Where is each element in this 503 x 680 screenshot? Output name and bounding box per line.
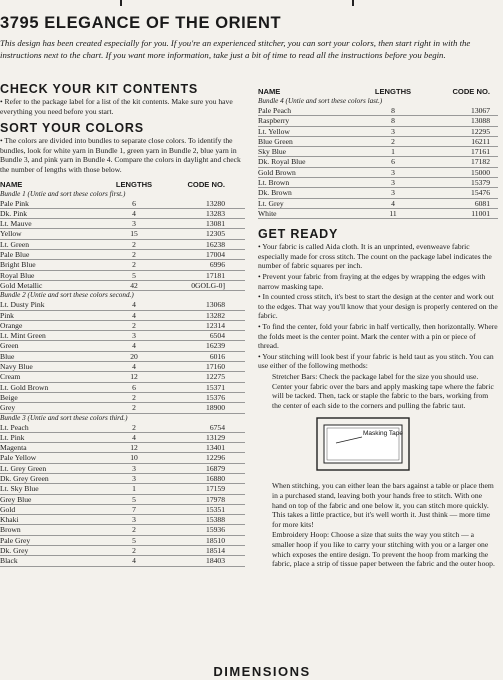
color-name: Dk. Pink bbox=[0, 208, 28, 218]
color-row bbox=[0, 209, 245, 219]
kit-heading: CHECK YOUR KIT CONTENTS bbox=[0, 82, 199, 96]
color-row bbox=[0, 464, 245, 474]
color-code: 17978 bbox=[206, 494, 225, 504]
color-lengths: 6 bbox=[132, 198, 136, 208]
color-name: Lt. Sky Blue bbox=[0, 484, 39, 494]
color-row bbox=[258, 127, 498, 137]
color-code: 6754 bbox=[209, 422, 225, 432]
color-code: 18514 bbox=[206, 546, 225, 556]
color-row bbox=[0, 474, 245, 484]
color-lengths: 15 bbox=[130, 229, 138, 239]
color-row bbox=[0, 352, 245, 362]
color-lengths: 4 bbox=[132, 300, 136, 310]
color-lengths: 4 bbox=[132, 432, 136, 442]
color-row bbox=[0, 281, 245, 291]
color-name: Khaki bbox=[0, 515, 19, 525]
color-code: 13401 bbox=[206, 443, 225, 453]
color-code: 16239 bbox=[206, 341, 225, 351]
color-code: 12275 bbox=[206, 372, 225, 382]
color-code: 13067 bbox=[471, 106, 490, 115]
ready-paragraph: • Your stitching will look best if your fabric is held taut as you stitch. You can use either of the following methods: bbox=[258, 351, 494, 371]
color-name: Pale Peach bbox=[258, 106, 292, 115]
color-lengths: 2 bbox=[132, 250, 136, 260]
color-lengths: 6 bbox=[391, 157, 395, 167]
color-name: Lt. Mauve bbox=[0, 219, 32, 229]
color-name: Dk. Grey Green bbox=[0, 473, 49, 483]
color-lengths: 4 bbox=[132, 362, 136, 372]
color-code: 6996 bbox=[209, 260, 225, 270]
color-row bbox=[0, 199, 245, 209]
color-lengths: 8 bbox=[391, 106, 395, 115]
color-row bbox=[0, 536, 245, 546]
color-row bbox=[258, 199, 498, 209]
color-lengths: 5 bbox=[132, 535, 136, 545]
color-lengths: 2 bbox=[132, 320, 136, 330]
kit-text: • Refer to the package label for a list of the kit contents. Make sure you have everything you need before you start. bbox=[0, 97, 233, 116]
color-row bbox=[0, 372, 245, 382]
color-row bbox=[0, 271, 245, 281]
color-row bbox=[0, 525, 245, 535]
color-code: 6016 bbox=[209, 351, 225, 361]
color-name: Sky Blue bbox=[258, 147, 287, 157]
color-code: 12305 bbox=[206, 229, 225, 239]
color-code: 12296 bbox=[206, 453, 225, 463]
color-name: Beige bbox=[0, 392, 18, 402]
color-code: 18510 bbox=[206, 535, 225, 545]
color-table bbox=[258, 97, 498, 219]
masking-tape-label: Masking Tape bbox=[363, 430, 403, 438]
color-code: 16879 bbox=[206, 463, 225, 473]
color-lengths: 3 bbox=[391, 178, 395, 188]
page-title: 3795 ELEGANCE OF THE ORIENT bbox=[0, 14, 282, 32]
code-header: CODE NO. bbox=[187, 179, 225, 189]
color-name: Gold bbox=[0, 504, 16, 514]
color-row bbox=[0, 423, 245, 433]
color-row bbox=[0, 362, 245, 372]
color-name: Bright Blue bbox=[0, 260, 36, 270]
color-name: Lt. Brown bbox=[258, 178, 290, 188]
color-name: Lt. Gold Brown bbox=[0, 382, 49, 392]
color-lengths: 5 bbox=[132, 270, 136, 280]
intro-text: This design has been created especially for you. If you're an experienced stitcher, you can sort your colors, then start right in with the instructions next to the chart. If you want more information, take just a bit of time to read all the instructions before you begin. bbox=[0, 38, 471, 60]
color-row bbox=[0, 321, 245, 331]
color-name: Brown bbox=[0, 525, 21, 535]
color-code: 15371 bbox=[206, 382, 225, 392]
embroidery-hoop-paragraph: Embroidery Hoop: Choose a size that suits the way you stitch — a smaller hoop if you like to carry your stitching with you or a larger one which exposes the entire design. To prevent the hoop from marking the fabric, place a strip of tissue paper between the fabric and the outer hoop. bbox=[272, 530, 495, 569]
color-name: Gold Brown bbox=[258, 167, 296, 177]
color-name: Lt. Pink bbox=[0, 432, 25, 442]
color-row bbox=[0, 443, 245, 453]
color-code: 16211 bbox=[471, 136, 490, 146]
bundle-label: Bundle 2 (Untie and sort these colors second.) bbox=[0, 291, 134, 300]
color-row bbox=[0, 341, 245, 351]
color-name: Dk. Brown bbox=[258, 188, 292, 198]
color-lengths: 3 bbox=[132, 515, 136, 525]
name-header: NAME bbox=[258, 87, 281, 96]
color-code: 13282 bbox=[206, 310, 225, 320]
color-name: Pale Blue bbox=[0, 250, 30, 260]
color-lengths: 2 bbox=[132, 403, 136, 413]
color-code: 12295 bbox=[471, 126, 490, 136]
color-lengths: 2 bbox=[132, 525, 136, 535]
color-row bbox=[0, 240, 245, 250]
color-lengths: 5 bbox=[132, 494, 136, 504]
color-code: 15379 bbox=[471, 178, 490, 188]
color-lengths: 1 bbox=[132, 484, 136, 494]
color-name: Dk. Grey bbox=[0, 546, 29, 556]
color-lengths: 3 bbox=[391, 167, 395, 177]
color-code: 13068 bbox=[206, 300, 225, 310]
color-row bbox=[0, 433, 245, 443]
color-row bbox=[0, 546, 245, 556]
left-column bbox=[0, 82, 245, 567]
color-table bbox=[0, 190, 245, 567]
color-table-header bbox=[0, 179, 245, 190]
color-code: 15936 bbox=[206, 525, 225, 535]
get-ready-heading: GET READY bbox=[258, 227, 339, 242]
color-name: Green bbox=[0, 341, 19, 351]
color-name: Lt. Mint Green bbox=[0, 331, 46, 341]
color-lengths: 11 bbox=[389, 208, 397, 218]
color-code: 13280 bbox=[206, 198, 225, 208]
color-lengths: 4 bbox=[132, 341, 136, 351]
color-lengths: 2 bbox=[132, 392, 136, 402]
color-row bbox=[0, 331, 245, 341]
color-code: 16880 bbox=[206, 473, 225, 483]
color-name: Magenta bbox=[0, 443, 27, 453]
color-row bbox=[258, 157, 498, 167]
color-row bbox=[258, 168, 498, 178]
color-row bbox=[0, 556, 245, 566]
color-code: 6504 bbox=[209, 331, 225, 341]
color-code: 13129 bbox=[206, 432, 225, 442]
color-code: 0GOLG-0] bbox=[191, 280, 225, 290]
color-row bbox=[258, 178, 498, 188]
color-lengths: 10 bbox=[130, 453, 138, 463]
color-code: 6081 bbox=[474, 198, 490, 208]
color-code: 11001 bbox=[471, 208, 490, 218]
bundle-label: Bundle 1 (Untie and sort these colors first.) bbox=[0, 189, 126, 198]
color-lengths: 8 bbox=[391, 116, 395, 126]
brand-logo: DIMENSIONS bbox=[213, 664, 311, 679]
color-name: Lt. Grey Green bbox=[0, 463, 47, 473]
color-lengths: 4 bbox=[132, 310, 136, 320]
color-row bbox=[0, 403, 245, 413]
right-column bbox=[258, 86, 498, 570]
color-lengths: 4 bbox=[132, 556, 136, 566]
color-name: Pale Yellow bbox=[0, 453, 37, 463]
sort-text: • The colors are divided into bundles to separate close colors. To identify the bundles, look for white yarn in Bundle 1, green yarn in Bundle 2, blue yarn in Bundle 3, and pink yarn in Bundle 4. Compare the colors in daylight and check the number of lengths with those below. bbox=[0, 136, 241, 174]
color-name: Pale Grey bbox=[0, 535, 31, 545]
color-name: Gold Metallic bbox=[0, 280, 43, 290]
color-code: 15376 bbox=[206, 392, 225, 402]
color-lengths: 2 bbox=[391, 136, 395, 146]
name-header: NAME bbox=[0, 179, 23, 189]
color-code: 18403 bbox=[206, 556, 225, 566]
color-code: 12314 bbox=[206, 320, 225, 330]
color-code: 13081 bbox=[206, 219, 225, 229]
color-row bbox=[258, 147, 498, 157]
color-name: Yellow bbox=[0, 229, 22, 239]
color-code: 16238 bbox=[206, 239, 225, 249]
color-code: 15000 bbox=[471, 167, 490, 177]
color-lengths: 3 bbox=[132, 463, 136, 473]
code-header: CODE NO. bbox=[452, 87, 490, 96]
color-name: Lt. Green bbox=[0, 239, 30, 249]
ready-paragraph: • To find the center, fold your fabric in half vertically, then horizontally. Where the folds meet is the center point. Mark the center with a pin or piece of thread. bbox=[258, 322, 498, 351]
color-lengths: 2 bbox=[132, 239, 136, 249]
color-name: Lt. Dusty Pink bbox=[0, 300, 45, 310]
color-code: 17159 bbox=[206, 484, 225, 494]
color-row bbox=[258, 106, 498, 116]
color-row bbox=[0, 484, 245, 494]
ready-paragraph: • In counted cross stitch, it's best to start the design at the center and work out to the edges. That way you'll know that your design is properly centered on the fabric. bbox=[258, 292, 498, 321]
color-name: Grey Blue bbox=[0, 494, 32, 504]
color-lengths: 3 bbox=[391, 126, 395, 136]
color-row bbox=[0, 300, 245, 310]
color-lengths: 2 bbox=[132, 422, 136, 432]
color-name: Cream bbox=[0, 372, 21, 382]
color-lengths: 4 bbox=[391, 198, 395, 208]
color-row bbox=[0, 393, 245, 403]
color-row bbox=[0, 453, 245, 463]
color-row bbox=[0, 219, 245, 229]
color-code: 18900 bbox=[206, 403, 225, 413]
crop-mark bbox=[352, 0, 354, 6]
color-row bbox=[0, 515, 245, 525]
color-row bbox=[0, 383, 245, 393]
color-code: 15476 bbox=[471, 188, 490, 198]
color-code: 13088 bbox=[471, 116, 490, 126]
color-name: Black bbox=[0, 556, 18, 566]
color-name: Dk. Royal Blue bbox=[258, 157, 306, 167]
color-name: Orange bbox=[0, 320, 23, 330]
stretcher-bars-diagram bbox=[316, 417, 410, 471]
color-code: 15388 bbox=[206, 515, 225, 525]
color-lengths: 3 bbox=[391, 188, 395, 198]
color-row bbox=[0, 495, 245, 505]
color-name: White bbox=[258, 208, 277, 218]
color-name: Grey bbox=[0, 403, 16, 413]
color-code: 17161 bbox=[471, 147, 490, 157]
color-name: Raspberry bbox=[258, 116, 290, 126]
color-lengths: 20 bbox=[130, 351, 138, 361]
lengths-header: LENGTHS bbox=[115, 179, 153, 189]
bundle-label: Bundle 4 (Untie and sort these colors last.) bbox=[258, 97, 383, 105]
color-table-header bbox=[258, 86, 498, 97]
color-name: Blue bbox=[0, 351, 15, 361]
color-code: 17160 bbox=[206, 362, 225, 372]
color-lengths: 6 bbox=[132, 382, 136, 392]
color-row bbox=[258, 209, 498, 219]
color-row bbox=[258, 116, 498, 126]
lengths-header: LENGTHS bbox=[374, 87, 412, 96]
color-code: 13283 bbox=[206, 208, 225, 218]
color-lengths: 4 bbox=[132, 208, 136, 218]
color-name: Navy Blue bbox=[0, 362, 33, 372]
color-name: Lt. Grey bbox=[258, 198, 284, 208]
color-lengths: 12 bbox=[130, 443, 138, 453]
color-name: Pale Pink bbox=[0, 198, 29, 208]
color-lengths: 2 bbox=[132, 260, 136, 270]
color-code: 17181 bbox=[206, 270, 225, 280]
color-lengths: 3 bbox=[132, 219, 136, 229]
color-code: 17182 bbox=[471, 157, 490, 167]
color-lengths: 2 bbox=[132, 546, 136, 556]
color-lengths: 1 bbox=[391, 147, 395, 157]
color-row bbox=[0, 311, 245, 321]
color-name: Royal Blue bbox=[0, 270, 35, 280]
color-row bbox=[0, 505, 245, 515]
bundle-label: Bundle 3 (Untie and sort these colors third.) bbox=[0, 413, 128, 422]
ready-paragraph: • Prevent your fabric from fraying at the edges by wrapping the edges with narrow masking tape. bbox=[258, 272, 486, 291]
crop-mark bbox=[120, 0, 122, 6]
color-code: 15351 bbox=[206, 504, 225, 514]
sort-heading: SORT YOUR COLORS bbox=[0, 121, 144, 136]
stitching-paragraph: When stitching, you can either lean the bars against a table or place them in a purchased stand, leaving both your hands free to stitch. With one hand on top of the fabric and one below it, you can stitch more quickly. This takes a little practice, but it's well worth it. Just think — more time for more kits! bbox=[272, 481, 494, 529]
stretcher-bars-paragraph: Stretcher Bars: Check the package label for the size you should use. Center your fabric over the bars and apply masking tape where the fabric will be tacked. Then, tack or staple the fabric to the bars, working from the center of each side to the corners and pulling the fabric taut. bbox=[272, 371, 494, 410]
color-name: Lt. Peach bbox=[0, 422, 29, 432]
color-row bbox=[258, 137, 498, 147]
color-row bbox=[0, 250, 245, 260]
color-row bbox=[0, 260, 245, 270]
color-name: Lt. Yellow bbox=[258, 126, 290, 136]
color-row bbox=[258, 188, 498, 198]
color-row bbox=[0, 229, 245, 239]
color-lengths: 7 bbox=[132, 504, 136, 514]
color-lengths: 3 bbox=[132, 331, 136, 341]
color-lengths: 3 bbox=[132, 473, 136, 483]
ready-paragraph: • Your fabric is called Aida cloth. It is an unprinted, evenweave fabric especially made for cross stitch. The count on the package label indicates the number of fabric squares per inch. bbox=[258, 242, 492, 271]
color-name: Blue Green bbox=[258, 136, 293, 146]
color-lengths: 12 bbox=[130, 372, 138, 382]
color-lengths: 42 bbox=[130, 280, 138, 290]
color-code: 17004 bbox=[206, 250, 225, 260]
color-name: Pink bbox=[0, 310, 14, 320]
